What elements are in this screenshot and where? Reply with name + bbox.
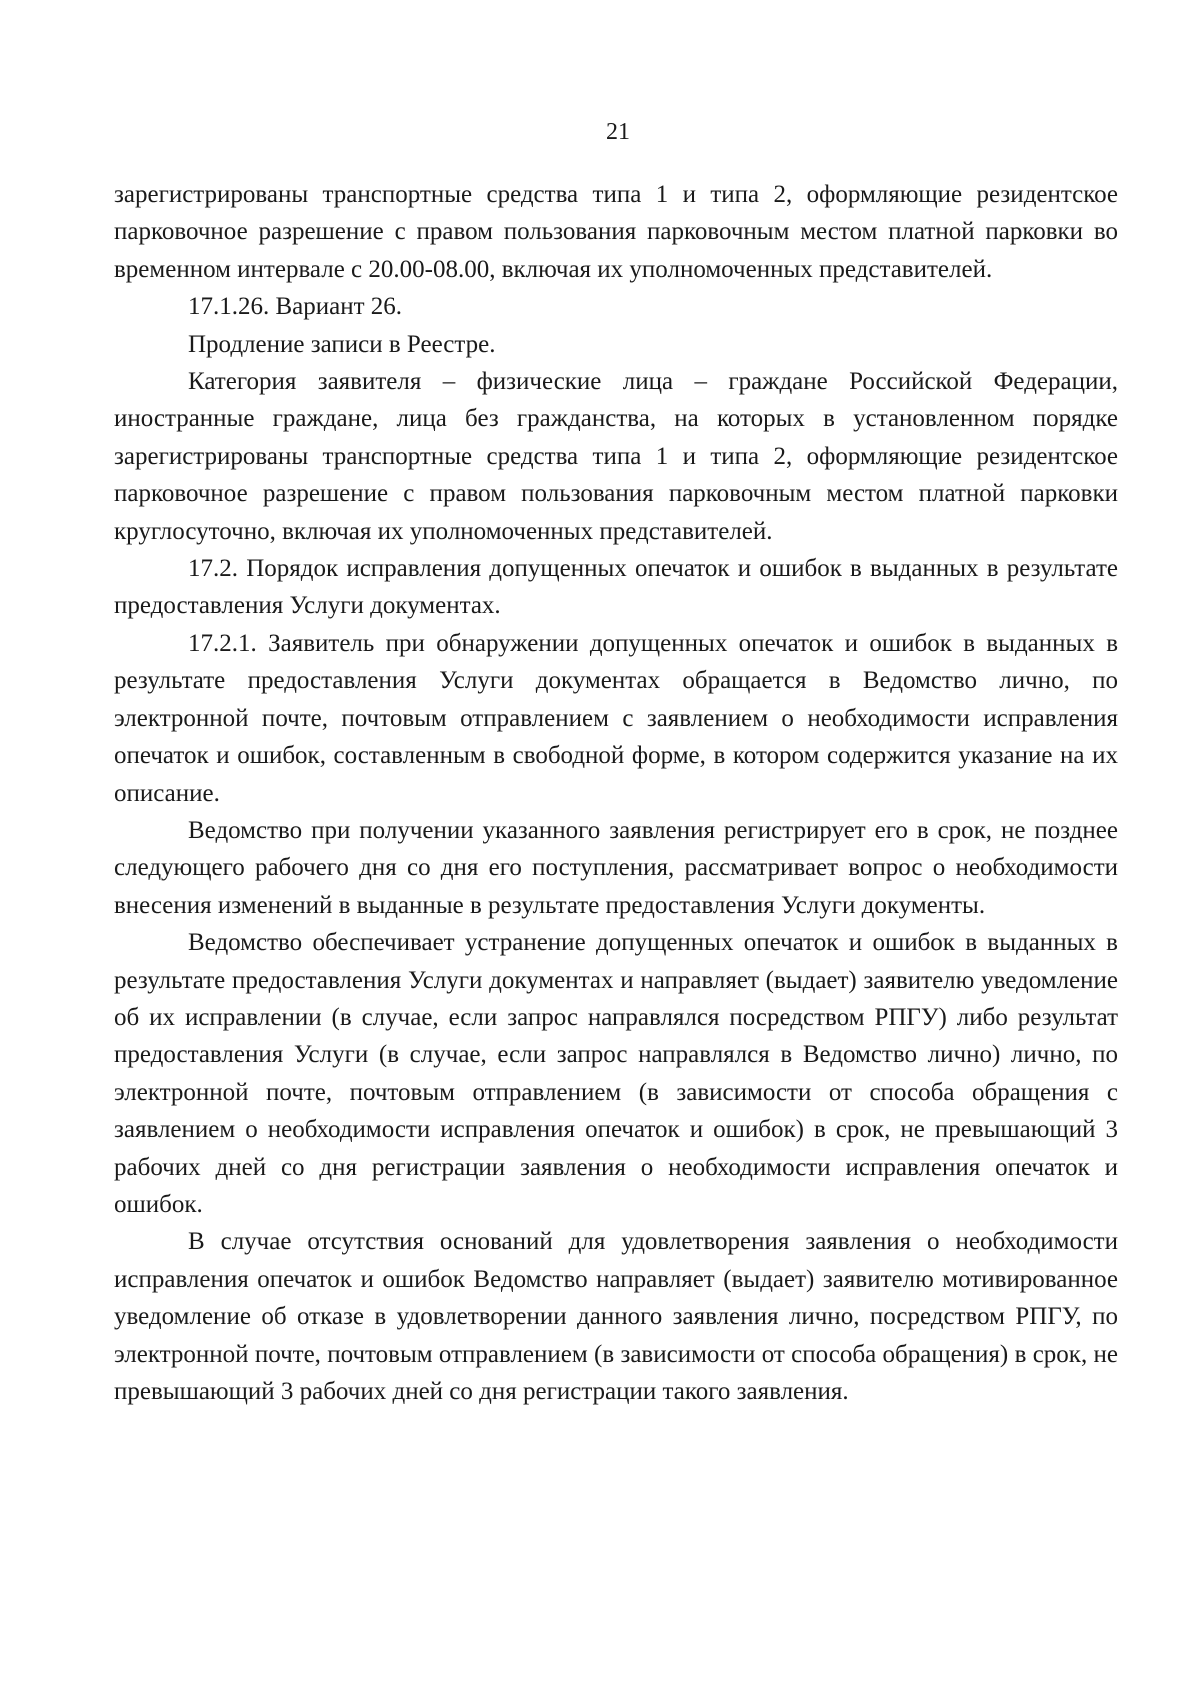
document-body xyxy=(114,176,1118,1410)
paragraph-variant-title: Продление записи в Реестре. xyxy=(188,330,496,358)
paragraph-continuation: зарегистрированы транспортные средства типа 1 и типа 2, оформляющие резидентское парковочное разрешение с правом пользования парковочным местом платной парковки во временном интервале с 20.00-08.00, включая их уполномоченных представителей. xyxy=(114,181,1118,283)
paragraph-applicant-category: Категория заявителя – физические лица – граждане Российской Федерации, иностранные граждане, лица без гражданства, на которых в установленном порядке зарегистрированы транспортные средства типа 1 и типа 2, оформляющие резидентское парковочное разрешение с правом пользования парковочным местом платной парковки круглосуточно, включая их уполномоченных представителей. xyxy=(114,368,1118,545)
paragraph-registration: Ведомство при получении указанного заявления регистрирует его в срок, не позднее следующего рабочего дня со дня его поступления, рассматривает вопрос о необходимости внесения изменений в выданные в результате предоставления Услуги документы. xyxy=(114,816,1118,919)
paragraph-refusal: В случае отсутствия оснований для удовлетворения заявления о необходимости исправления опечаток и ошибок Ведомство направляет (выдает) заявителю мотивированное уведомление об отказе в удовлетворении данного заявления лично, посредством РПГУ, по электронной почте, почтовым отправлением (в зависимости от способа обращения) в срок, не превышающий 3 рабочих дней со дня регистрации такого заявления. xyxy=(114,1228,1118,1405)
paragraph-section-17-2-1: 17.2.1. Заявитель при обнаружении допущенных опечаток и ошибок в выданных в результате предоставления Услуги документах обращается в Ведомство лично, по электронной почте, почтовым отправлением с заявлением о необходимости исправления опечаток и ошибок, составленным в свободной форме, в котором содержится указание на их описание. xyxy=(114,629,1118,807)
paragraph-section-17-2: 17.2. Порядок исправления допущенных опечаток и ошибок в выданных в результате предоставления Услуги документах. xyxy=(114,555,1118,620)
paragraph-correction: Ведомство обеспечивает устранение допущенных опечаток и ошибок в выданных в результате предоставления Услуги документах и направляет (выдает) заявителю уведомление об их исправлении (в случае, если запрос направлялся посредством РПГУ) либо результат предоставления Услуги (в случае, если запрос направлялся в Ведомство лично) лично, по электронной почте, почтовым отправлением (в зависимости от способа обращения с заявлением о необходимости исправления опечаток и ошибок) в срок, не превышающий 3 рабочих дней со дня регистрации заявления о необходимости исправления опечаток и ошибок. xyxy=(114,929,1118,1218)
paragraph-variant-heading: 17.1.26. Вариант 26. xyxy=(188,293,403,321)
page-number: 21 xyxy=(606,119,630,145)
